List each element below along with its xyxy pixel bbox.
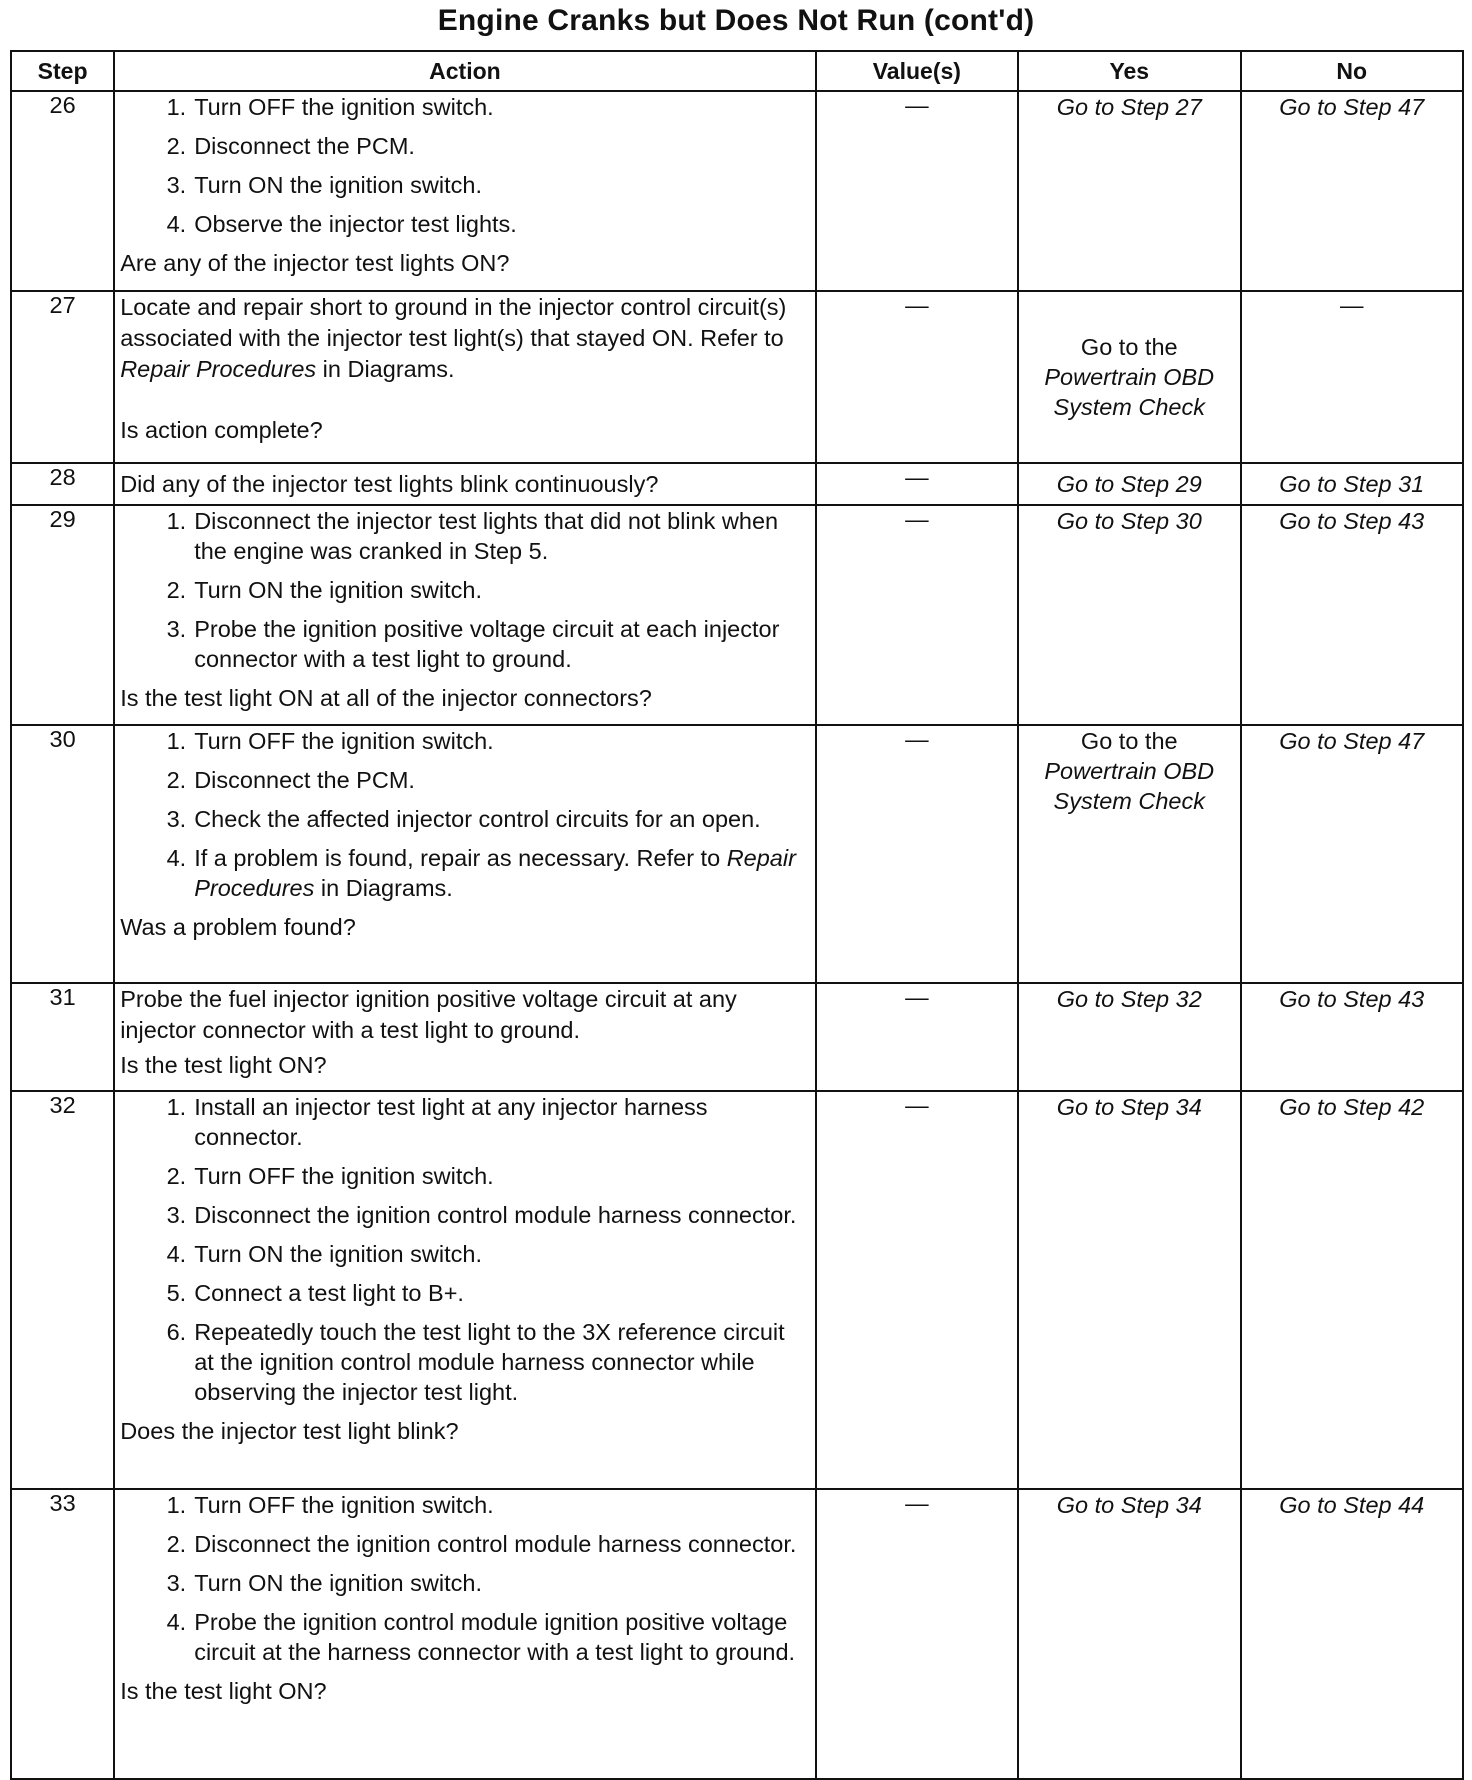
action-paragraph xyxy=(120,292,809,385)
item-number: 1. xyxy=(166,94,187,120)
diagnostic-table xyxy=(10,50,1464,1780)
no-cell: Go to Step 47 xyxy=(1241,91,1464,291)
list-item xyxy=(150,1278,809,1308)
value-cell: — xyxy=(816,725,1018,983)
list-item xyxy=(150,1092,809,1152)
item-text: Install an injector test light at any injector harness connector. xyxy=(194,1094,708,1150)
value-cell: — xyxy=(816,505,1018,725)
value-cell: — xyxy=(816,291,1018,463)
no-cell: Go to Step 43 xyxy=(1241,983,1464,1091)
item-number: 6. xyxy=(166,1319,187,1345)
yes-line: Go to the xyxy=(1080,334,1178,360)
item-text: Turn ON the ignition switch. xyxy=(194,1570,482,1596)
yes-cell xyxy=(1018,725,1240,983)
yes-line: Powertrain OBD xyxy=(1044,758,1215,784)
table-row xyxy=(11,505,1463,725)
yes-cell: Go to Step 29 xyxy=(1018,463,1240,505)
step-number: 29 xyxy=(11,505,114,725)
item-text: Repeatedly touch the test light to the 3X reference circuit at the ignition control module harness connector while observing the injector test light. xyxy=(194,1319,785,1405)
yes-line: Go to the xyxy=(1080,728,1178,754)
action-cell xyxy=(114,983,815,1091)
list-item xyxy=(150,1607,809,1667)
item-number: 4. xyxy=(166,211,187,237)
item-number: 4. xyxy=(166,1241,187,1267)
table-row xyxy=(11,1489,1463,1779)
item-number: 1. xyxy=(166,1094,187,1120)
item-number: 3. xyxy=(166,616,187,642)
action-cell xyxy=(114,91,815,291)
action-list xyxy=(120,1092,809,1407)
item-text-part: If a problem is found, repair as necessary. Refer to xyxy=(194,845,721,871)
col-header-step: Step xyxy=(11,51,114,91)
item-text: Disconnect the injector test lights that did not blink when the engine was cranked in Step 5. xyxy=(194,508,779,564)
value-cell: — xyxy=(816,983,1018,1091)
action-cell xyxy=(114,1091,815,1489)
list-item xyxy=(150,1239,809,1269)
list-item xyxy=(150,1568,809,1598)
step-number: 33 xyxy=(11,1489,114,1779)
header-row xyxy=(11,51,1463,91)
list-item xyxy=(150,170,809,200)
col-header-no: No xyxy=(1241,51,1464,91)
yes-cell: Go to Step 32 xyxy=(1018,983,1240,1091)
yes-line: System Check xyxy=(1053,394,1206,420)
table-row xyxy=(11,463,1463,505)
page-title: Engine Cranks but Does Not Run (cont'd) xyxy=(437,4,1035,37)
value-cell: — xyxy=(816,463,1018,505)
table-row xyxy=(11,983,1463,1091)
item-text: Turn OFF the ignition switch. xyxy=(194,1163,494,1189)
question-text: Does the injector test light blink? xyxy=(120,1418,459,1444)
item-text: Observe the injector test lights. xyxy=(194,211,517,237)
list-item xyxy=(150,506,809,566)
question-text: Is the test light ON at all of the injector connectors? xyxy=(120,685,652,711)
item-number: 3. xyxy=(166,1202,187,1228)
list-item xyxy=(150,1529,809,1559)
paragraph-text: in Diagrams. xyxy=(322,356,455,382)
action-cell xyxy=(114,505,815,725)
item-text: Turn ON the ignition switch. xyxy=(194,577,482,603)
item-text: Disconnect the PCM. xyxy=(194,767,415,793)
table-row xyxy=(11,725,1463,983)
item-number: 5. xyxy=(166,1280,187,1306)
value-cell: — xyxy=(816,1091,1018,1489)
list-item xyxy=(150,131,809,161)
list-item xyxy=(150,1200,809,1230)
item-text: Disconnect the PCM. xyxy=(194,133,415,159)
no-cell: Go to Step 47 xyxy=(1241,725,1464,983)
no-cell: Go to Step 31 xyxy=(1241,463,1464,505)
item-text: Turn ON the ignition switch. xyxy=(194,172,482,198)
question-text: Was a problem found? xyxy=(120,914,356,940)
yes-cell: Go to Step 34 xyxy=(1018,1489,1240,1779)
action-cell xyxy=(114,463,815,505)
yes-cell: Go to Step 30 xyxy=(1018,505,1240,725)
no-cell: Go to Step 44 xyxy=(1241,1489,1464,1779)
action-cell xyxy=(114,291,815,463)
emphasis-text: Repair Procedures xyxy=(194,845,796,901)
item-text: Probe the ignition control module ignition positive voltage circuit at the harness connector with a test light to ground. xyxy=(194,1609,796,1665)
list-item xyxy=(150,1490,809,1520)
question-text: Is the test light ON? xyxy=(120,1052,327,1078)
table-row xyxy=(11,291,1463,463)
item-text: Disconnect the ignition control module harness connector. xyxy=(194,1531,797,1557)
step-number: 27 xyxy=(11,291,114,463)
table-row xyxy=(11,1091,1463,1489)
list-item xyxy=(150,726,809,756)
item-number: 4. xyxy=(166,1609,187,1635)
action-cell xyxy=(114,1489,815,1779)
col-header-yes: Yes xyxy=(1018,51,1240,91)
list-item xyxy=(150,1317,809,1407)
list-item xyxy=(150,92,809,122)
list-item xyxy=(150,575,809,605)
item-number: 3. xyxy=(166,806,187,832)
item-number: 2. xyxy=(166,1531,187,1557)
item-text: Disconnect the ignition control module harness connector. xyxy=(194,1202,797,1228)
list-item xyxy=(150,843,809,903)
item-text: Connect a test light to B+. xyxy=(194,1280,464,1306)
item-text: Turn OFF the ignition switch. xyxy=(194,1492,494,1518)
action-list xyxy=(120,726,809,903)
table-row xyxy=(11,91,1463,291)
item-text: Turn OFF the ignition switch. xyxy=(194,94,494,120)
yes-line: System Check xyxy=(1053,788,1206,814)
step-number: 31 xyxy=(11,983,114,1091)
emphasis-text: Repair Procedures xyxy=(120,356,317,382)
item-number: 2. xyxy=(166,577,187,603)
no-cell: Go to Step 43 xyxy=(1241,505,1464,725)
item-number: 1. xyxy=(166,728,187,754)
action-list xyxy=(120,1490,809,1667)
value-cell: — xyxy=(816,1489,1018,1779)
yes-cell xyxy=(1018,291,1240,463)
item-number: 2. xyxy=(166,767,187,793)
item-text xyxy=(194,843,809,903)
action-cell xyxy=(114,725,815,983)
item-number: 1. xyxy=(166,508,187,534)
item-number: 4. xyxy=(166,845,187,871)
item-text: Turn OFF the ignition switch. xyxy=(194,728,494,754)
col-header-values: Value(s) xyxy=(816,51,1018,91)
question-text: Is the test light ON? xyxy=(120,1678,327,1704)
list-item xyxy=(150,804,809,834)
item-number: 2. xyxy=(166,133,187,159)
question-text: Did any of the injector test lights blink continuously? xyxy=(120,471,659,497)
paragraph-text: Locate and repair short to ground in the injector control circuit(s) associated with the injector test light(s) that stayed ON. Refer to xyxy=(120,294,787,351)
yes-cell: Go to Step 34 xyxy=(1018,1091,1240,1489)
item-number: 3. xyxy=(166,1570,187,1596)
action-list xyxy=(120,506,809,674)
item-text: Check the affected injector control circuits for an open. xyxy=(194,806,761,832)
list-item xyxy=(150,209,809,239)
list-item xyxy=(150,765,809,795)
yes-line: Powertrain OBD xyxy=(1044,364,1215,390)
value-cell: — xyxy=(816,91,1018,291)
action-paragraph: Probe the fuel injector ignition positive voltage circuit at any injector connector with a test light to ground. xyxy=(120,986,737,1043)
list-item xyxy=(150,1161,809,1191)
no-cell: — xyxy=(1241,291,1464,463)
item-text: Turn ON the ignition switch. xyxy=(194,1241,482,1267)
action-list xyxy=(120,92,809,239)
step-number: 32 xyxy=(11,1091,114,1489)
item-text-part: in Diagrams. xyxy=(320,875,453,901)
question-text: Is action complete? xyxy=(120,417,323,443)
step-number: 30 xyxy=(11,725,114,983)
step-number: 28 xyxy=(11,463,114,505)
col-header-action: Action xyxy=(114,51,815,91)
no-cell: Go to Step 42 xyxy=(1241,1091,1464,1489)
item-text: Probe the ignition positive voltage circuit at each injector connector with a test light to ground. xyxy=(194,616,780,672)
question-text: Are any of the injector test lights ON? xyxy=(120,250,510,276)
yes-cell: Go to Step 27 xyxy=(1018,91,1240,291)
item-number: 2. xyxy=(166,1163,187,1189)
item-number: 1. xyxy=(166,1492,187,1518)
item-number: 3. xyxy=(166,172,187,198)
step-number: 26 xyxy=(11,91,114,291)
list-item xyxy=(150,614,809,674)
